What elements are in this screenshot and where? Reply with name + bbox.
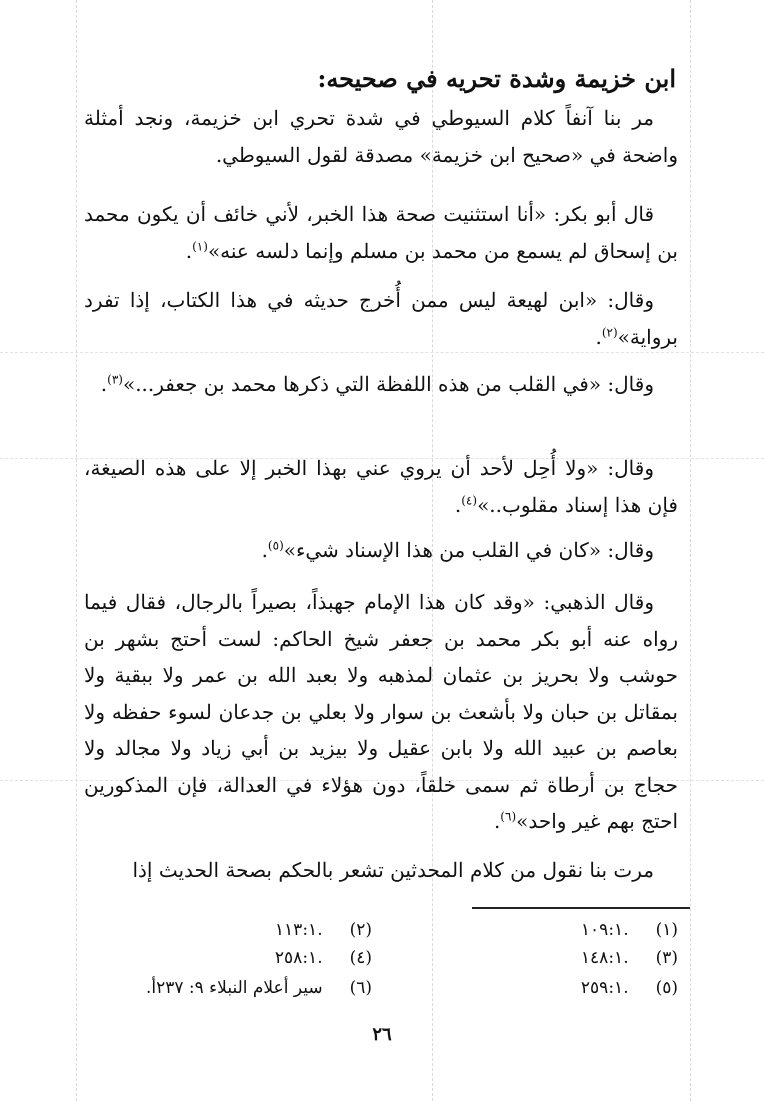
paragraph-closing: مرت بنا نقول من كلام المحدثين تشعر بالحكم بصحة الحديث إذا bbox=[132, 858, 654, 882]
paragraph-quote-4: وقال: «ولا أُحِل لأحد أن يروي عني بهذا الخبر إلا على هذه الصيغة، فإن هذا إسناد مقلوب..»$^{(٤)}$. bbox=[84, 456, 678, 517]
page-number: ٢٦ bbox=[372, 1024, 392, 1045]
footnote-2: (٢) .١١٣:١ bbox=[274, 920, 372, 940]
paragraph-quote-1: قال أبو بكر: «أنا استثنيت صحة هذا الخبر، لأني خائف أن يكون محمد بن إسحاق لم يسمع من محمد بن مسلم وإنما دلسه عنه»$^{(١)}$. bbox=[84, 202, 678, 263]
footnote-6: (٦) سير أعلام النبلاء ٩: ٢٣٧أ. bbox=[145, 978, 372, 998]
paragraph-dhahabi: وقال الذهبي: «وقد كان هذا الإمام جهبذاً، بصيراً بالرجال، فقال فيما رواه عنه أبو بكر محمد بن جعفر شيخ الحاكم: لست أحتج بشهر بن حوشب ولا بحريز بن عثمان لمذهبه ولا بعبد الله بن عمر ولا ببقية ولا بمقاتل بن حبان ولا بأشعث بن سوار ولا بعلي بن جدعان لسوء حفظه ولا بعاصم بن عبيد الله ولا بابن عقيل ولا بيزيد بن أبي زياد ولا مجالد ولا حجاج بن أرطاة ثم سمى خلقاً، دون هؤلاء في العدالة، فإن المذكورين احتج بهم غير واحد»$^{(٦)}$. bbox=[84, 590, 678, 833]
footnote-ref: (٥) bbox=[267, 538, 284, 553]
footnote-ref: (٣) bbox=[107, 372, 123, 387]
footnote-1: (١) .١٠٩:١ bbox=[580, 920, 678, 940]
paragraph-quote-2: وقال: «ابن لهيعة ليس ممن أُخرج حديثه في هذا الكتاب، إذا تفرد برواية»$^{(٢)}$. bbox=[84, 288, 678, 349]
footnote-ref: (٢) bbox=[601, 324, 618, 339]
footnote-separator bbox=[472, 907, 690, 909]
footnote-5: (٥) .٢٥٩:١ bbox=[580, 978, 678, 998]
footnote-3: (٣) .١٤٨:١ bbox=[580, 948, 678, 968]
scan-guide-line bbox=[76, 0, 77, 1101]
paragraph-intro: مر بنا آنفاً كلام السيوطي في شدة تحري ابن خزيمة، ونجد أمثلة واضحة في «صحيح ابن خزيمة» مصدقة لقول السيوطي. bbox=[84, 106, 678, 167]
footnote-4: (٤) .٢٥٨:١ bbox=[274, 948, 372, 968]
section-heading: ابن خزيمة وشدة تحريه في صحيحه: bbox=[317, 64, 676, 93]
footnote-ref: (١) bbox=[192, 238, 208, 253]
scan-guide-line bbox=[690, 0, 691, 1101]
footnote-ref: (٦) bbox=[500, 809, 517, 824]
footnote-ref: (٤) bbox=[461, 492, 478, 507]
paragraph-quote-3: وقال: «في القلب من هذه اللفظة التي ذكرها محمد بن جعفر...»$^{(٣)}$. bbox=[100, 372, 654, 396]
paragraph-quote-5: وقال: «كان في القلب من هذا الإسناد شيء»$^{(٥)}$. bbox=[261, 538, 654, 562]
